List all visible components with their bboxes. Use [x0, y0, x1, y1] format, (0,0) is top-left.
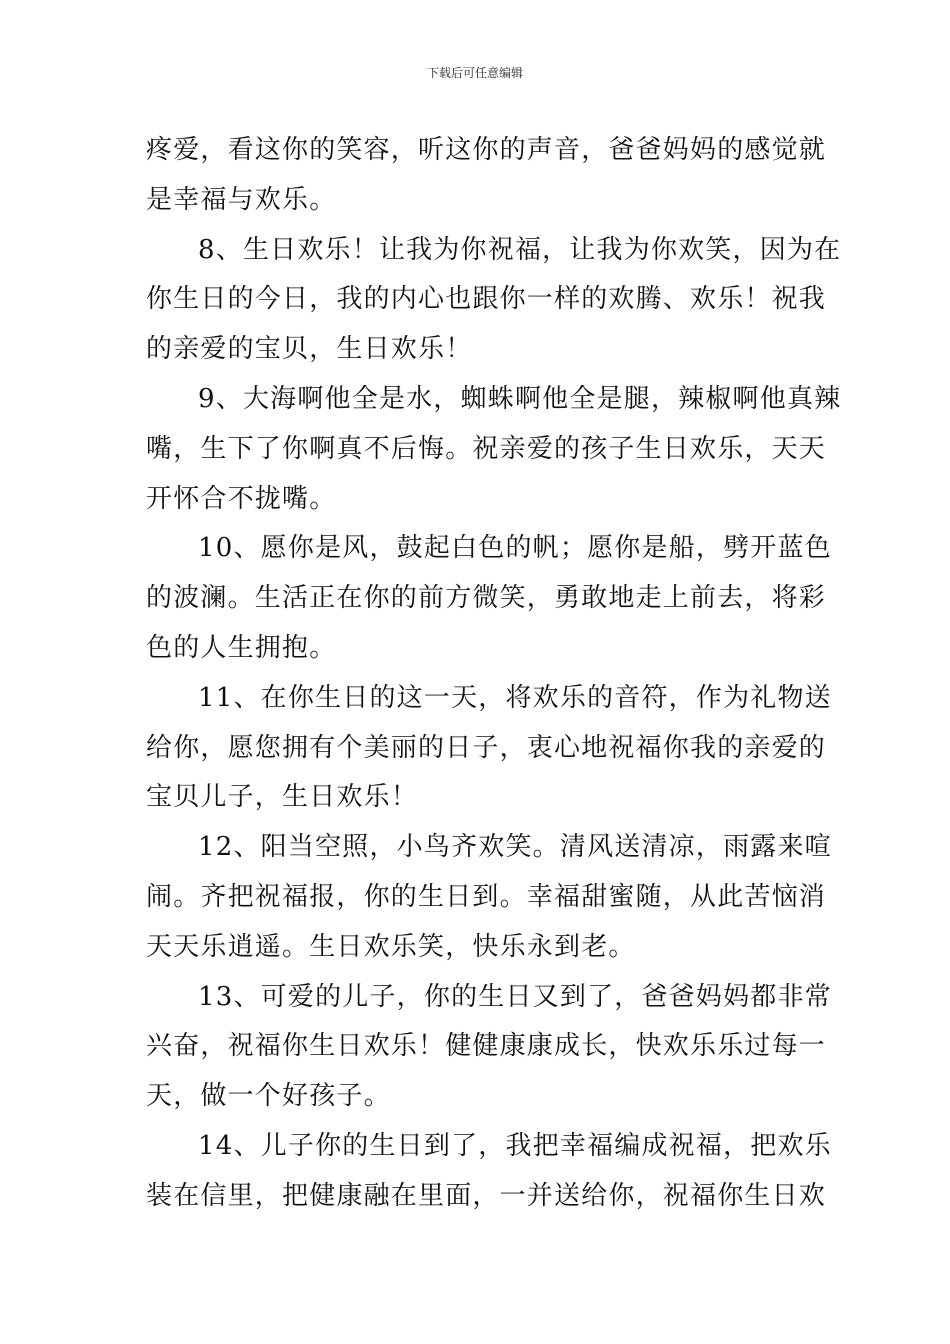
text-line: 你生日的今日，我的内心也跟你一样的欢腾、欢乐！祝我: [146, 284, 827, 315]
text-line: 14、儿子你的生日到了，我把幸福编成祝福，把欢乐: [198, 1130, 832, 1161]
text-line: 色的人生拥抱。: [146, 632, 337, 663]
text-line: 12、阳当空照，小鸟齐欢笑。清风送清凉，雨露来喧: [198, 832, 832, 863]
text-line: 13、可爱的儿子，你的生日又到了，爸爸妈妈都非常: [198, 981, 832, 1012]
text-line: 11、在你生日的这一天，将欢乐的音符，作为礼物送: [198, 682, 832, 713]
text-line: 天天乐逍遥。生日欢乐笑，快乐永到老。: [146, 931, 636, 962]
text-line: 给你，愿您拥有个美丽的日子，衷心地祝福你我的亲爱的: [146, 732, 827, 763]
text-line: 疼爱，看这你的笑容，听这你的声音，爸爸妈妈的感觉就: [146, 135, 827, 165]
text-line: 是幸福与欢乐。: [146, 184, 337, 215]
page-header: 下载后可任意编辑: [426, 66, 523, 80]
text-line: 天，做一个好孩子。: [146, 1081, 391, 1112]
text-line: 开怀合不拢嘴。: [146, 483, 337, 514]
text-line: 嘴，生下了你啊真不后悔。祝亲爱的孩子生日欢乐，天天: [146, 433, 827, 464]
text-line: 的波澜。生活正在你的前方微笑，勇敢地走上前去，将彩: [146, 583, 827, 614]
text-line: 闹。齐把祝福报，你的生日到。幸福甜蜜随，从此苦恼消: [146, 881, 827, 912]
text-line: 9、大海啊他全是水，蜘蛛啊他全是腿，辣椒啊他真辣: [198, 383, 842, 414]
text-line: 宝贝儿子，生日欢乐！: [146, 782, 419, 813]
text-line: 10、愿你是风，鼓起白色的帆；愿你是船，劈开蓝色: [198, 533, 832, 564]
text-line: 的亲爱的宝贝，生日欢乐！: [146, 334, 473, 365]
text-line: 装在信里，把健康融在里面，一并送给你，祝福你生日欢: [146, 1180, 827, 1211]
text-line: 兴奋，祝福你生日欢乐！健健康康成长，快欢乐乐过每一: [146, 1031, 827, 1062]
document-body: [146, 126, 842, 1222]
text-line: 8、生日欢乐！让我为你祝福，让我为你欢笑，因为在: [198, 234, 842, 265]
